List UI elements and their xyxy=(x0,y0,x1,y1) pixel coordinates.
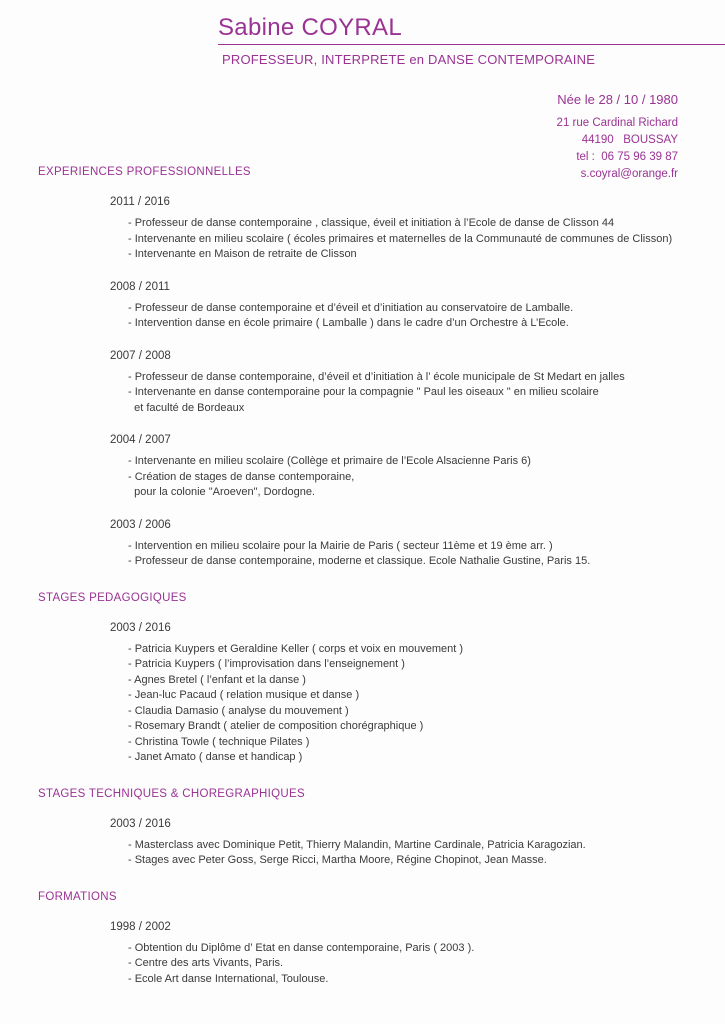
entry-period: 2008 / 2011 xyxy=(110,280,170,293)
entry-item: - Professeur de danse contemporaine, moderne et classique. Ecole Nathalie Gustine, Paris 15. xyxy=(128,555,591,567)
entry-item: - Patricia Kuypers et Geraldine Keller ( corps et voix en mouvement ) xyxy=(128,642,464,655)
entry-item: - Intervenante en milieu scolaire (Collège et primaire de l’Ecole Alsacienne Paris 6) xyxy=(128,455,531,467)
entry-item: - Janet Amato ( danse et handicap ) xyxy=(128,751,303,763)
entry-item: pour la colonie "Aroeven", Dordogne. xyxy=(128,486,315,498)
entry-items xyxy=(128,838,725,869)
cv-section xyxy=(0,891,725,988)
entry-item: - Professeur de danse contemporaine, d’éveil et d’initiation à l’ école municipale de St Medart en jalles xyxy=(128,370,625,383)
entry-item: - Centre des arts Vivants, Paris. xyxy=(128,957,284,969)
entry-period: 2003 / 2006 xyxy=(110,518,171,531)
entry-item: - Agnes Bretel ( l’enfant et la danse ) xyxy=(128,673,306,686)
entry-item: - Création de stages de danse contemporaine, xyxy=(128,470,355,483)
address-block xyxy=(557,115,678,183)
cv-section xyxy=(0,166,725,570)
cv-section xyxy=(0,592,725,766)
entry-period: 2003 / 2016 xyxy=(110,621,171,634)
entry-item: - Intervenante en milieu scolaire ( écoles primaires et maternelles de la Communauté de communes de Clisson) xyxy=(128,232,673,245)
phone-line: tel : 06 75 96 39 87 xyxy=(576,151,678,163)
cv-subtitle: PROFESSEUR, INTERPRETE en DANSE CONTEMPORAINE xyxy=(222,52,596,67)
entry-item: - Claudia Damasio ( analyse du mouvement ) xyxy=(128,704,349,717)
title-rule xyxy=(218,44,725,45)
entry-item: - Intervention danse en école primaire ( Lamballe ) dans le cadre d’un Orchestre à L’Ecole. xyxy=(128,317,569,329)
entry-item: - Masterclass avec Dominique Petit, Thierry Malandin, Martine Cardinale, Patricia Karagozian. xyxy=(128,838,586,851)
entry-item: - Intervenante en Maison de retraite de Clisson xyxy=(128,248,357,260)
entry-item: - Professeur de danse contemporaine et d’éveil et d’initiation au conservatoire de Lamballe. xyxy=(128,301,574,314)
section-title: EXPERIENCES PROFESSIONNELLES xyxy=(38,166,251,178)
entry-period: 1998 / 2002 xyxy=(110,920,171,933)
entry-period: 2007 / 2008 xyxy=(110,349,171,362)
entry-item: - Intervenante en danse contemporaine pour la compagnie " Paul les oiseaux " en milieu scolaire xyxy=(128,386,599,398)
entry-item: - Rosemary Brandt ( atelier de composition chorégraphique ) xyxy=(128,720,424,732)
entry-item: - Stages avec Peter Goss, Serge Ricci, Martha Moore, Régine Chopinot, Jean Masse. xyxy=(128,854,547,866)
section-title: STAGES PEDAGOGIQUES xyxy=(38,591,187,604)
entry-item: - Jean-luc Pacaud ( relation musique et danse ) xyxy=(128,689,360,701)
entry-item: - Christina Towle ( technique Pilates ) xyxy=(128,735,310,748)
address-line: 44190 BOUSSAY xyxy=(581,134,678,146)
entry-item: et faculté de Bordeaux xyxy=(128,401,245,414)
section-title: STAGES TECHNIQUES & CHOREGRAPHIQUES xyxy=(38,787,305,800)
entry-item: - Obtention du Diplôme d’ Etat en danse contemporaine, Paris ( 2003 ). xyxy=(128,941,475,954)
entry-items xyxy=(128,301,725,332)
entry-items xyxy=(128,454,725,501)
entry-item: - Professeur de danse contemporaine , classique, éveil et initiation à l’Ecole de danse de Clisson 44 xyxy=(128,217,615,229)
entry-items xyxy=(128,539,725,570)
entry-items xyxy=(128,216,725,263)
entry-items xyxy=(128,370,725,417)
entry-items xyxy=(128,941,725,988)
entry-period: 2003 / 2016 xyxy=(110,817,171,830)
entry-item: - Ecole Art danse International, Toulouse. xyxy=(128,972,329,985)
cv-name: Sabine COYRAL xyxy=(218,14,402,41)
entry-item: - Patricia Kuypers ( l’improvisation dans l’enseignement ) xyxy=(128,658,405,670)
address-line: 21 rue Cardinal Richard xyxy=(556,117,678,129)
birth-date: Née le 28 / 10 / 1980 xyxy=(557,92,678,107)
entry-period: 2004 / 2007 xyxy=(110,434,171,446)
entry-period: 2011 / 2016 xyxy=(110,196,170,208)
cv-section xyxy=(0,788,725,869)
email-line: s.coyral@orange.fr xyxy=(580,168,678,180)
section-title: FORMATIONS xyxy=(38,890,117,903)
entry-item: - Intervention en milieu scolaire pour la Mairie de Paris ( secteur 11ème et 19 ème arr. ) xyxy=(128,539,553,552)
entry-items xyxy=(128,642,725,766)
